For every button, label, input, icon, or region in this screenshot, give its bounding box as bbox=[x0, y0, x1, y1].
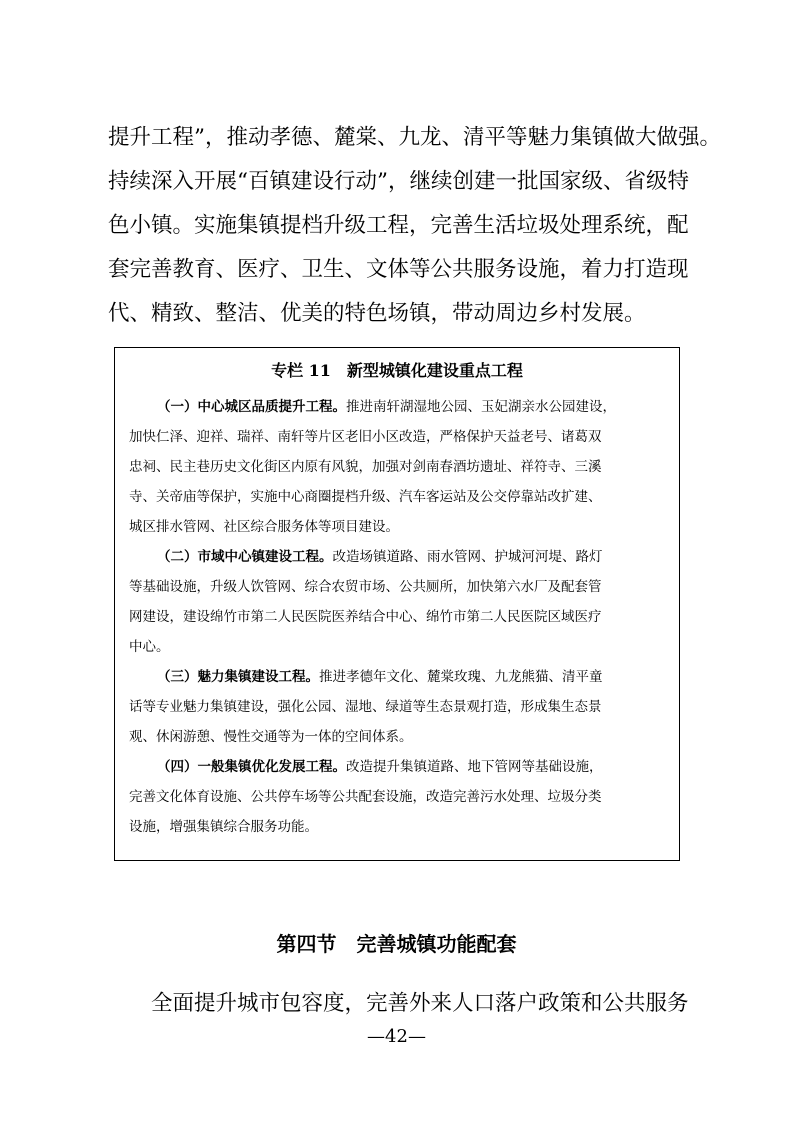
text-line: 提升工程”，推动孝德、麓棠、九龙、清平等魅力集镇做大做强。 bbox=[108, 125, 721, 150]
item-line: 等基础设施，升级人饮管网、综合农贸市场、公共厕所，加快第六水厂及配套管 bbox=[129, 579, 602, 595]
page-number: —42— bbox=[367, 1026, 426, 1047]
item-text: 改造提升集镇道路、地下管网等基础设施， bbox=[346, 759, 603, 775]
item-line: 话等专业魅力集镇建设，强化公园、湿地、绿道等生态景观打造，形成集生态景 bbox=[129, 699, 602, 715]
item-line bbox=[129, 755, 603, 775]
item-heading: （二）市域中心镇建设工程。 bbox=[157, 549, 333, 565]
text-line: 代、精致、整洁、优美的特色场镇，带动周边乡村发展。 bbox=[108, 301, 646, 326]
item-line: 观、休闲游憩、慢性交通等为一体的空间体系。 bbox=[129, 729, 413, 745]
text-line: 全面提升城市包容度，完善外来人口落户政策和公共服务 bbox=[151, 991, 689, 1016]
item-text: 推进南轩湖湿地公园、玉妃湖亲水公园建设， bbox=[346, 399, 616, 415]
item-line bbox=[129, 665, 603, 685]
item-heading: （三）魅力集镇建设工程。 bbox=[157, 669, 319, 685]
item-line: 寺、关帝庙等保护，实施中心商圈提档升级、汽车客运站及公交停靠站改扩建、 bbox=[129, 489, 602, 505]
item-line: 完善文化体育设施、公共停车场等公共配套设施，改造完善污水处理、垃圾分类 bbox=[129, 789, 602, 805]
item-heading: （一）中心城区品质提升工程。 bbox=[157, 399, 346, 415]
item-line: 加快仁泽、迎祥、瑞祥、南轩等片区老旧小区改造，严格保护天益老号、诸葛双 bbox=[129, 429, 602, 445]
section-heading: 第四节 完善城镇功能配套 bbox=[276, 932, 517, 956]
item-line bbox=[129, 545, 603, 565]
item-line: 中心。 bbox=[129, 639, 170, 655]
item-line: 设施，增强集镇综合服务功能。 bbox=[129, 819, 318, 835]
item-heading: （四）一般集镇优化发展工程。 bbox=[157, 759, 346, 775]
box-title: 专栏 11 新型城镇化建设重点工程 bbox=[271, 361, 523, 380]
item-text: 推进孝德年文化、麓棠玫瑰、九龙熊猫、清平童 bbox=[319, 669, 603, 685]
item-line: 城区排水管网、社区综合服务体等项目建设。 bbox=[129, 519, 399, 535]
item-line bbox=[129, 395, 616, 415]
item-line: 忠祠、民主巷历史文化街区内原有风貌，加强对剑南春酒坊遗址、祥符寺、三溪 bbox=[129, 459, 602, 475]
feature-box bbox=[114, 347, 680, 861]
text-line: 套完善教育、医疗、卫生、文体等公共服务设施，着力打造现 bbox=[108, 257, 689, 282]
text-line: 色小镇。实施集镇提档升级工程，完善生活垃圾处理系统，配 bbox=[108, 213, 689, 238]
item-line: 网建设，建设绵竹市第二人民医院医养结合中心、绵竹市第二人民医院区域医疗 bbox=[129, 609, 602, 625]
item-text: 改造场镇道路、雨水管网、护城河河堤、路灯 bbox=[332, 549, 603, 565]
text-line: 持续深入开展“百镇建设行动”，继续创建一批国家级、省级特 bbox=[108, 169, 689, 194]
